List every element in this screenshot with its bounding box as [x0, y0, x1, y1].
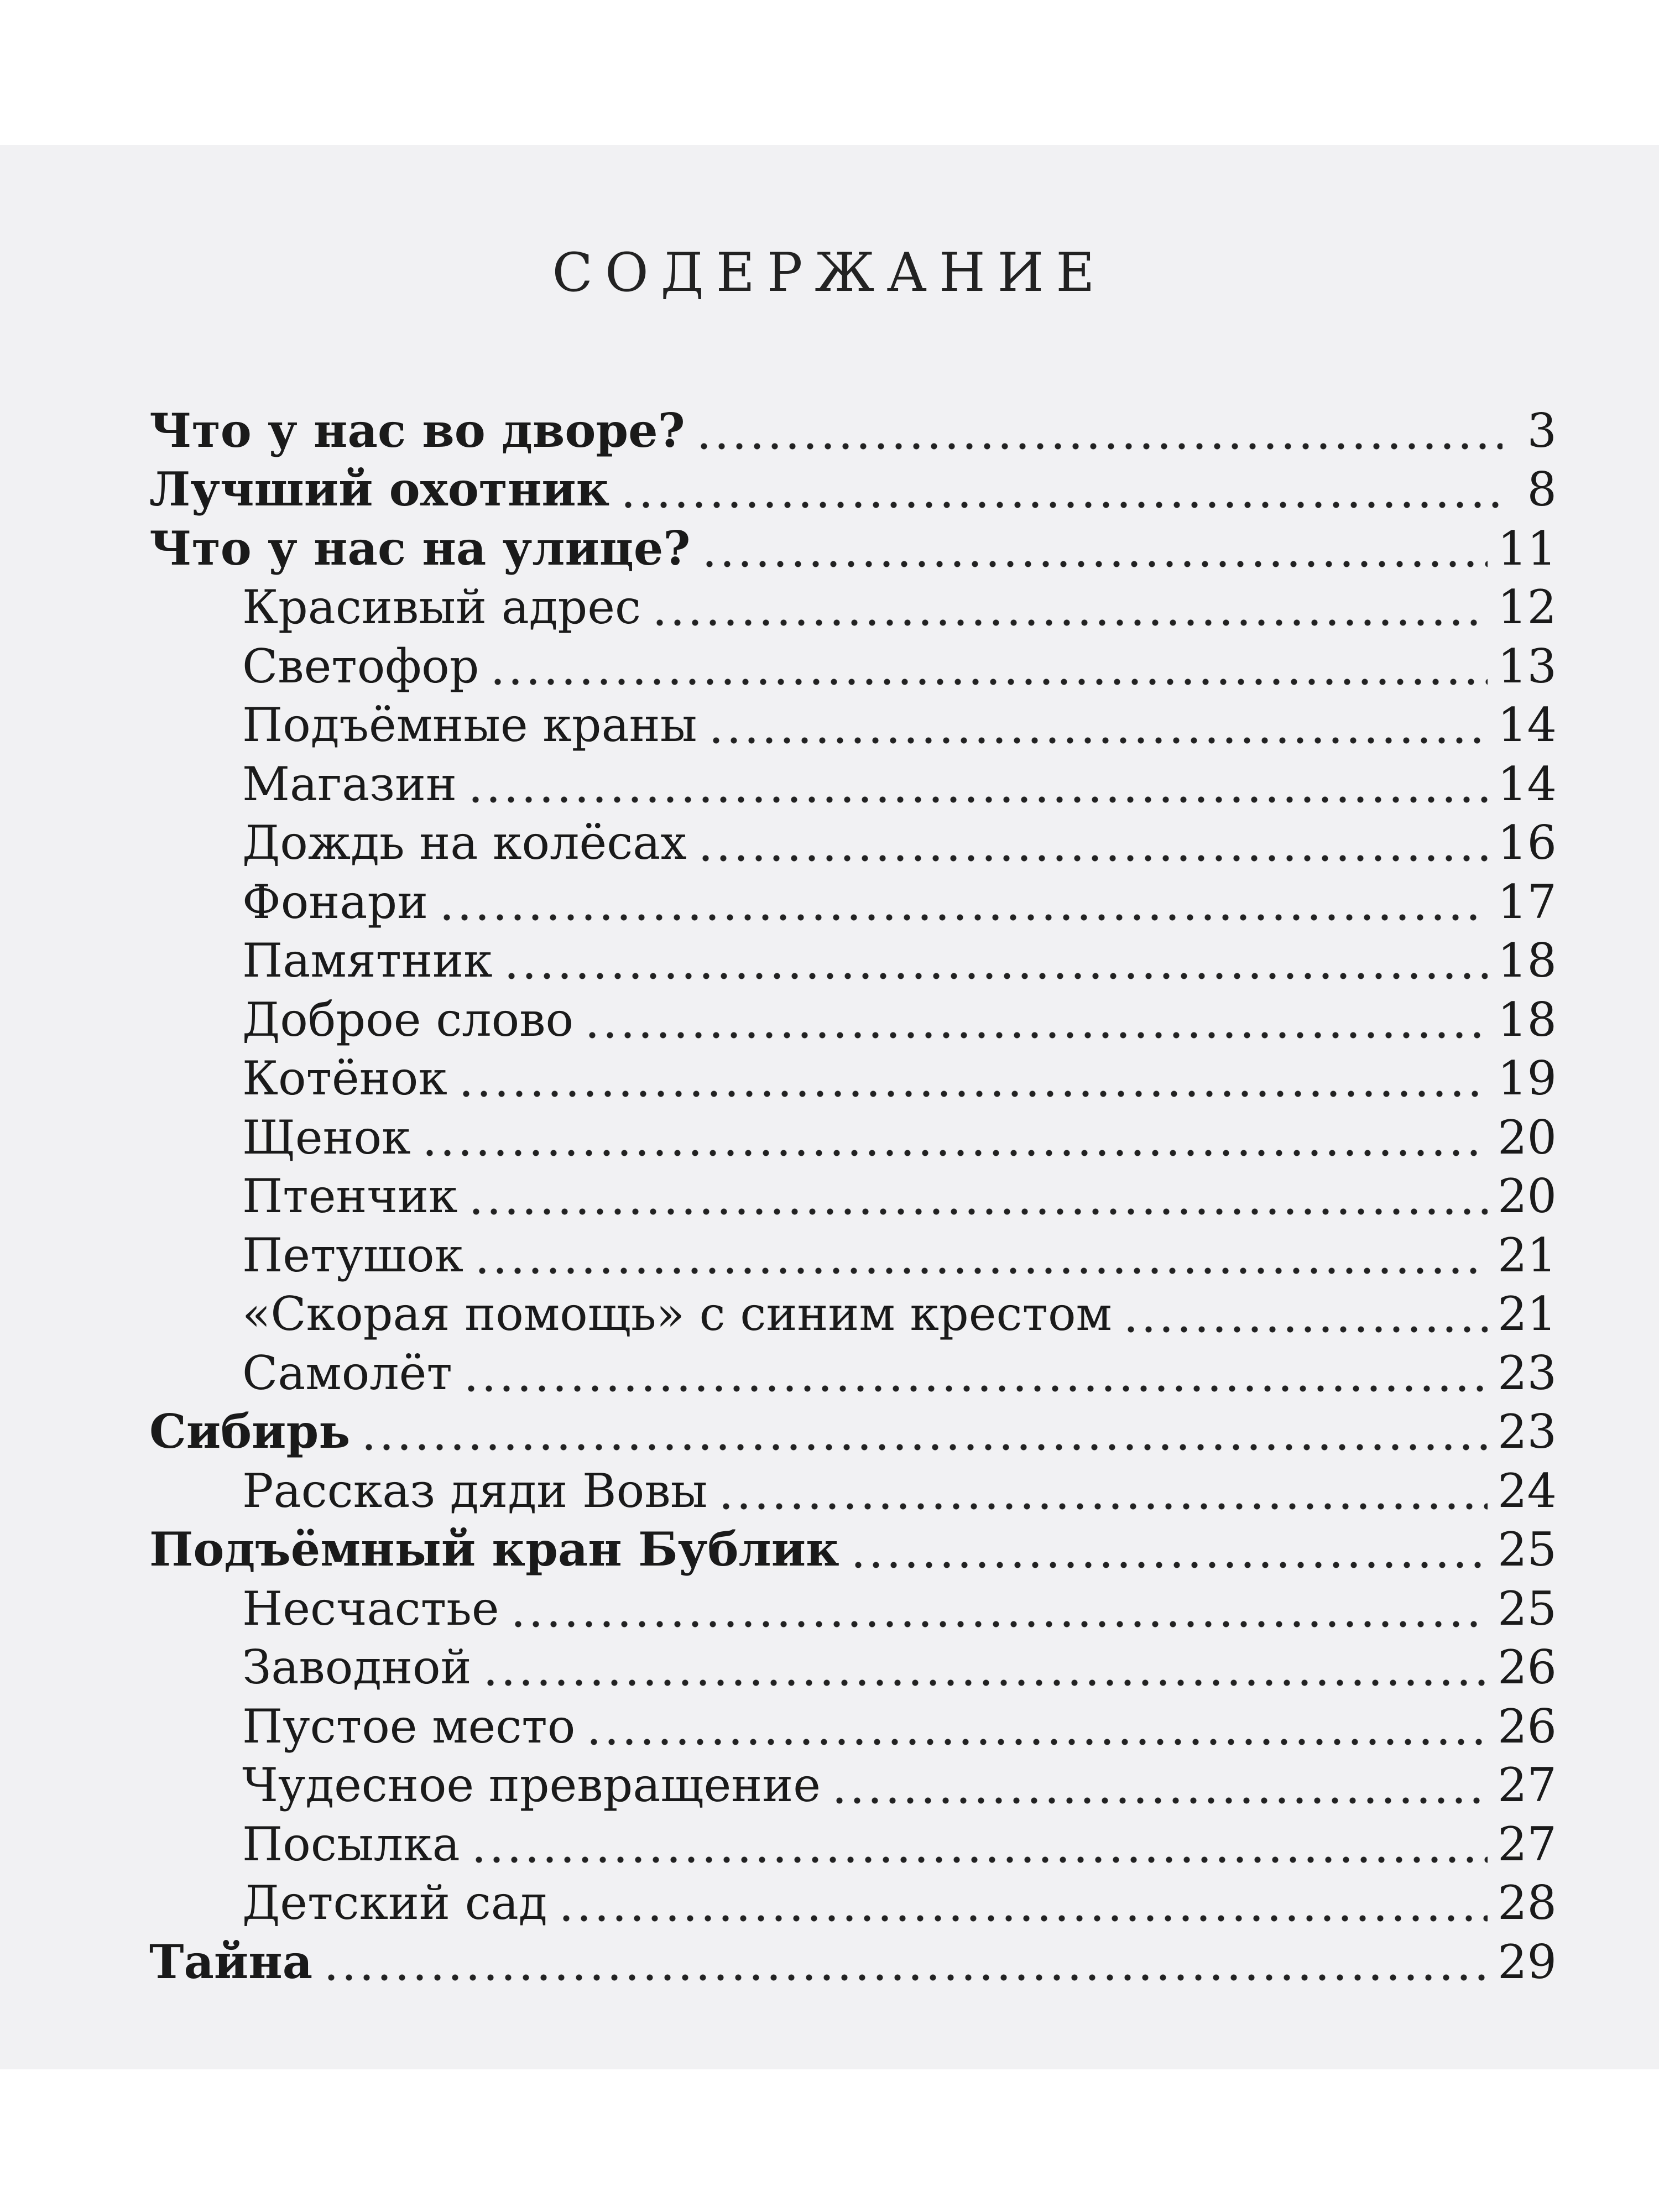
toc-entry-title: Фонари	[242, 874, 429, 929]
toc-entry-page-number: 21	[1498, 1287, 1557, 1341]
toc-entry	[149, 1165, 1557, 1224]
dot-leader	[457, 1088, 1488, 1099]
dot-leader	[473, 1265, 1488, 1276]
toc-entry	[149, 399, 1557, 458]
dot-leader	[482, 1677, 1488, 1688]
toc-entry-page-number: 8	[1527, 462, 1557, 517]
toc-entry	[149, 812, 1557, 871]
toc-entry	[149, 635, 1557, 694]
toc-entry-page-number: 12	[1498, 580, 1557, 634]
dot-leader	[470, 1854, 1488, 1865]
toc-entry-page-number: 23	[1498, 1405, 1557, 1459]
toc-entry-title: Детский сад	[242, 1876, 547, 1930]
toc-entry-title: Доброе слово	[242, 992, 574, 1047]
book-page	[0, 145, 1659, 2069]
toc-entry	[149, 1754, 1557, 1813]
dot-leader	[583, 1030, 1488, 1041]
toc-entry-page-number: 21	[1498, 1228, 1557, 1282]
toc-entry-title: Подъёмные краны	[242, 698, 697, 752]
toc-entry-page-number: 25	[1498, 1522, 1557, 1577]
toc-entry	[149, 870, 1557, 930]
toc-entry	[149, 930, 1557, 989]
dot-leader	[831, 1795, 1488, 1806]
dot-leader	[1122, 1324, 1488, 1335]
toc-entry-page-number: 29	[1498, 1934, 1557, 1989]
toc-entry-title: Чудесное превращение	[242, 1758, 821, 1812]
toc-entry-page-number: 16	[1498, 816, 1557, 870]
toc-entry-page-number: 18	[1498, 933, 1557, 988]
toc-entry-page-number: 14	[1498, 698, 1557, 752]
dot-leader	[421, 1147, 1488, 1159]
toc-entry-page-number: 27	[1498, 1817, 1557, 1871]
toc-entry	[149, 458, 1557, 518]
dot-leader	[503, 971, 1488, 982]
toc-entry	[149, 1224, 1557, 1283]
toc-entry	[149, 1695, 1557, 1754]
toc-entry-page-number: 19	[1498, 1051, 1557, 1105]
toc-entry	[149, 1106, 1557, 1165]
dot-leader	[467, 1206, 1488, 1217]
toc-entry-title: Посылка	[242, 1817, 460, 1871]
toc-entry	[149, 1401, 1557, 1460]
toc-entry	[149, 1577, 1557, 1636]
dot-leader	[462, 1383, 1488, 1394]
toc-entry-page-number: 18	[1498, 992, 1557, 1047]
toc-entry-title: Что у нас во дворе?	[149, 403, 685, 458]
toc-entry-page-number: 24	[1498, 1463, 1557, 1518]
toc-entry-page-number: 3	[1527, 403, 1557, 458]
toc-entry	[149, 1047, 1557, 1107]
dot-leader	[489, 676, 1488, 687]
toc-entry-page-number: 27	[1498, 1758, 1557, 1812]
toc-entry-title: Котёнок	[242, 1051, 447, 1105]
toc-entry	[149, 1342, 1557, 1401]
toc-entry-title: Сибирь	[149, 1404, 351, 1459]
dot-leader	[619, 499, 1503, 510]
toc-entry-page-number: 23	[1498, 1345, 1557, 1400]
toc-entry-title: Памятник	[242, 933, 493, 988]
dot-leader	[695, 441, 1503, 452]
toc-entry	[149, 1636, 1557, 1695]
page-title: СОДЕРЖАНИЕ	[552, 242, 1107, 304]
toc-entry	[149, 517, 1557, 576]
toc-entry-title: Птенчик	[242, 1169, 458, 1223]
toc-entry-page-number: 26	[1498, 1699, 1557, 1754]
dot-leader	[509, 1619, 1488, 1630]
toc-entry-title: Лучший охотник	[149, 462, 610, 517]
toc-entry	[149, 1283, 1557, 1342]
toc-entry-title: «Скорая помощь» с синим крестом	[242, 1287, 1112, 1341]
toc-entry-title: Магазин	[242, 757, 457, 811]
toc-entry-page-number: 20	[1498, 1169, 1557, 1223]
toc-entry-title: Заводной	[242, 1640, 472, 1694]
dot-leader	[585, 1736, 1488, 1747]
toc-entry-title: Самолёт	[242, 1345, 452, 1400]
dot-leader	[697, 853, 1488, 864]
toc-entry-title: Рассказ дяди Вовы	[242, 1463, 708, 1518]
toc-entry-title: Светофор	[242, 639, 479, 693]
toc-entry-title: Что у нас на улице?	[149, 520, 691, 576]
toc-entry	[149, 576, 1557, 635]
dot-leader	[707, 735, 1488, 746]
toc-entry-page-number: 14	[1498, 757, 1557, 811]
toc-entry-page-number: 11	[1498, 521, 1557, 576]
toc-entry	[149, 988, 1557, 1047]
dot-leader	[651, 617, 1488, 628]
toc-entry-title: Щенок	[242, 1110, 411, 1165]
toc-entry-page-number: 20	[1498, 1110, 1557, 1165]
toc-entry-page-number: 25	[1498, 1581, 1557, 1636]
toc-entry-title: Несчастье	[242, 1581, 499, 1636]
dot-leader	[322, 1972, 1488, 1983]
dot-leader	[360, 1442, 1488, 1453]
dot-leader	[557, 1913, 1488, 1924]
toc-entry-title: Тайна	[149, 1934, 313, 1989]
dot-leader	[701, 559, 1488, 570]
toc-entry-title: Дождь на колёсах	[242, 816, 687, 870]
toc-entry-page-number: 17	[1498, 874, 1557, 929]
toc-entry-title: Пустое место	[242, 1699, 576, 1754]
dot-leader	[467, 794, 1488, 805]
dot-leader	[717, 1501, 1488, 1512]
toc-entry-page-number: 28	[1498, 1876, 1557, 1930]
toc-entry-title: Красивый адрес	[242, 580, 641, 634]
toc-entry-page-number: 13	[1498, 639, 1557, 693]
toc-entry	[149, 694, 1557, 753]
toc-entry	[149, 753, 1557, 812]
toc-entry	[149, 1813, 1557, 1872]
dot-leader	[438, 912, 1488, 923]
toc-entry	[149, 1931, 1557, 1990]
toc-entry-title: Петушок	[242, 1228, 464, 1282]
dot-leader	[849, 1559, 1488, 1571]
toc-entry	[149, 1872, 1557, 1931]
toc-entry	[149, 1519, 1557, 1578]
toc-entry-page-number: 26	[1498, 1640, 1557, 1694]
toc-entry-title: Подъёмный кран Бублик	[149, 1522, 839, 1577]
table-of-contents	[149, 399, 1557, 1990]
toc-entry	[149, 1459, 1557, 1519]
